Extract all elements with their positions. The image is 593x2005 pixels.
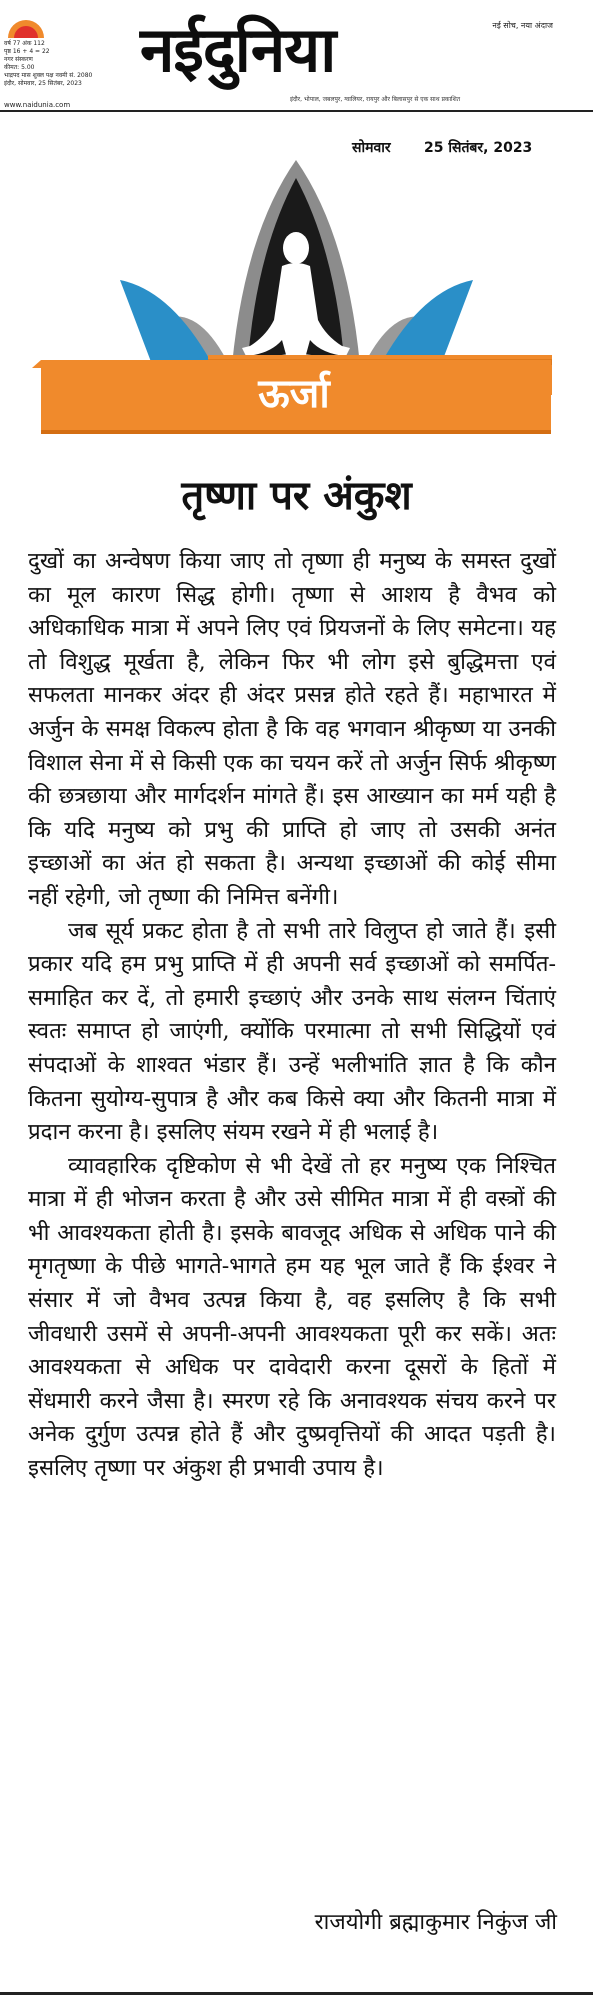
section-banner-label: ऊर्जा [258, 371, 330, 417]
edition-meta: कीमत: 5.00 [4, 64, 35, 71]
masthead [0, 0, 593, 118]
article-body [28, 545, 556, 1486]
page-bottom-rule [0, 1992, 593, 1995]
edition-meta: इंदौर, सोमवार, 25 सितंबर, 2023 [4, 80, 82, 87]
brand-tagline: नई सोच, नया अंदाज [492, 21, 553, 30]
article-byline: राजयोगी ब्रह्माकुमार निकुंज जी [314, 1910, 557, 1935]
article-paragraph: जब सूर्य प्रकट होता है तो सभी तारे विलुप्त हो जाते हैं। इसी प्रकार यदि हम प्रभु प्राप्ति में ही अपनी सर्व इच्छाओं को समर्पित-समाहित कर दें, तो हमारी इच्छाएं और उनके साथ संलग्न चिंताएं स्वतः समाप्त हो जाएंगी, क्योंकि परमात्मा तो सभी सिद्धियों एवं संपदाओं के शाश्वत भंडार हैं। उन्हें भलीभांति ज्ञात है कि कौन कितना सुयोग्य-सुपात्र है और कब किसे क्या और कितनी मात्रा में प्रदान करना है। इसलिए संयम रखने में ही भलाई है। [28, 917, 556, 1146]
figure-head [283, 232, 309, 264]
edition-meta: वर्ष 77 अंक 112 [4, 40, 45, 47]
edition-subline: इंदौर, भोपाल, जबलपुर, ग्वालियर, रायपुर और बिलासपुर से एक साथ प्रकाशित [290, 96, 461, 103]
website-link[interactable]: www.naidunia.com [4, 101, 71, 109]
masthead-divider [0, 110, 593, 112]
newspaper-brand: नईदुनिया [140, 13, 336, 86]
article-paragraph: दुखों का अन्वेषण किया जाए तो तृष्णा ही मनुष्य के समस्त दुखों का मूल कारण सिद्ध होगी। तृष्णा से आशय है वैभव को अधिकाधिक मात्रा में अपने लिए एवं प्रियजनों के लिए समेटना। यह तो विशुद्ध मूर्खता है, लेकिन फिर भी लोग इसे बुद्धिमत्ता एवं सफलता मानकर अंदर ही अंदर प्रसन्न होते रहते हैं। महाभारत में अर्जुन के समक्ष विकल्प होता है कि वह भगवान श्रीकृष्ण या उनकी विशाल सेना में से किसी एक का चयन करें तो अर्जुन सिर्फ श्रीकृष्ण की छत्रछाया और मार्गदर्शन मांगते हैं। इस आख्यान का मर्म यही है कि यदि मनुष्य को प्रभु की प्राप्ति हो जाए तो उसकी अनंत इच्छाओं का अंत हो सकता है। अन्यथा इच्छाओं की कोई सीमा नहीं रहेगी, जो तृष्णा की निमित्त बनेंगी। [28, 548, 556, 910]
dateline-date: 25 सितंबर, 2023 [424, 140, 533, 156]
article-headline: तृष्णा पर अंकुश [181, 473, 412, 519]
sun-logo-icon [6, 16, 46, 38]
article-paragraph: व्यावहारिक दृष्टिकोण से भी देखें तो हर मनुष्य एक निश्चित मात्रा में ही भोजन करता है और उसे सीमित मात्रा में ही वस्त्रों की भी आवश्यकता होती है। इसके बावजूद अधिक से अधिक पाने की मृगतृष्णा के पीछे भागते-भागते हम यह भूल जाते हैं कि ईश्वर ने संसार में जो वैभव उत्पन्न किया है, वह इसलिए है कि सभी जीवधारी उसमें से अपनी-अपनी आवश्यकता पूरी कर सकें। अतः आवश्यकता से अधिक पर दावेदारी करना दूसरों के हितों में सेंधमारी करने जैसा है। स्मरण रहे कि अनावश्यक संचय करने पर अनेक दुर्गुण उत्पन्न होते हैं और दुष्प्रवृत्तियों की आदत पड़ती है। इसलिए तृष्णा पर अंकुश ही प्रभावी उपाय है। [28, 1152, 556, 1482]
edition-meta: भाद्रपद मास शुक्ल पक्ष नवमी सं. 2080 [4, 72, 93, 79]
dateline-day: सोमवार [352, 140, 391, 156]
edition-meta: नगर संस्करण [4, 56, 33, 63]
edition-meta: पृष्ठ 16 + 4 = 22 [4, 48, 50, 55]
